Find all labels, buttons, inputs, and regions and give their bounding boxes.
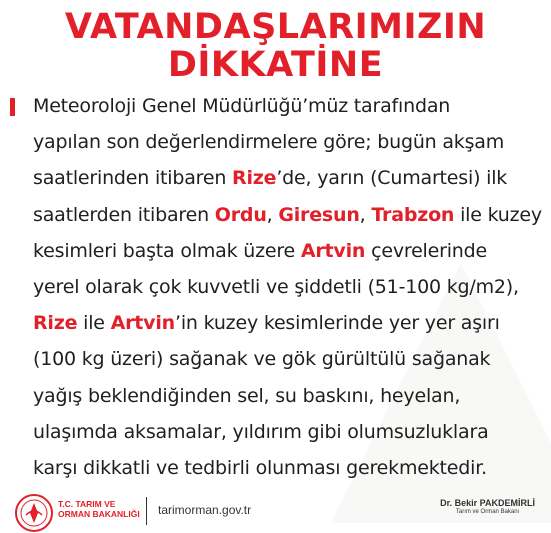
body-text-segment: kesimleri başta olmak üzere	[33, 239, 301, 262]
body-text-segment: saatlerden itibaren	[33, 203, 215, 226]
body-line	[33, 305, 548, 341]
footer	[0, 489, 551, 533]
body-text-segment: yapılan son değerlendirmelere göre; bugün akşam	[33, 131, 505, 154]
body-text-segment: karşı dikkatli ve tedbirli olunması gerekmektedir.	[33, 457, 487, 480]
body-line	[33, 450, 548, 486]
body-line	[33, 269, 548, 305]
highlighted-location: Rize	[232, 167, 277, 190]
body-text-segment: ile kuzey	[454, 203, 542, 226]
footer-divider	[146, 497, 147, 525]
body-line	[33, 160, 548, 196]
ministry-name-line-2: ORMAN BAKANLIĞI	[58, 509, 140, 519]
body-line	[33, 88, 548, 124]
body-text-segment: ’de, yarın (Cumartesi) ilk	[276, 167, 508, 190]
body-line	[33, 233, 548, 269]
highlighted-location: Rize	[33, 312, 78, 335]
body-line	[33, 124, 548, 160]
body-text-segment: ,	[359, 203, 372, 226]
body-text-segment: Meteoroloji Genel Müdürlüğü’müz tarafından	[33, 95, 451, 117]
body-text-segment: yağış beklendiğinden sel, su baskını, heyelan,	[33, 384, 461, 407]
highlighted-location: Ordu	[214, 203, 267, 226]
body-text-segment: saatlerinden itibaren	[33, 167, 233, 190]
ministry-name	[58, 499, 148, 519]
title-line-1: VATANDAŞLARIMIZIN	[64, 7, 487, 47]
ministry-name-line-1: T.C. TARIM VE	[58, 499, 116, 509]
body-text-segment: ile	[77, 312, 111, 335]
ministry-emblem-icon	[14, 493, 54, 533]
body-text-segment: ’in kuzey kesimlerinde yer yer aşırı	[175, 312, 500, 335]
highlighted-location: Trabzon	[371, 203, 455, 226]
body-line	[33, 197, 548, 233]
title-line-2: DİKKATİNE	[167, 45, 384, 85]
announcement-body	[33, 88, 548, 486]
body-text-segment: çevrelerinde	[365, 239, 488, 262]
body-text-segment: (100 kg üzeri) sağanak ve gök gürültülü sağanak	[33, 348, 491, 371]
minister-name: Dr. Bekir PAKDEMİRLİ	[440, 498, 535, 508]
body-line	[33, 378, 548, 414]
highlighted-location: Artvin	[110, 312, 176, 335]
page-title	[0, 8, 551, 84]
accent-bar	[10, 98, 15, 116]
highlighted-location: Giresun	[278, 203, 360, 226]
body-text-segment: yerel olarak çok kuvvetli ve şiddetli (51-100 kg/m2),	[33, 276, 519, 299]
body-text-segment: ulaşımda aksamalar, yıldırım gibi olumsuzluklara	[33, 420, 489, 443]
highlighted-location: Artvin	[300, 239, 366, 262]
minister-title: Tarım ve Orman Bakanı	[455, 509, 520, 515]
minister-signature	[440, 498, 535, 515]
website-link[interactable]: tarimorman.gov.tr	[158, 503, 252, 517]
body-text-segment: ,	[266, 203, 279, 226]
body-line	[33, 414, 548, 450]
body-line	[33, 341, 548, 377]
